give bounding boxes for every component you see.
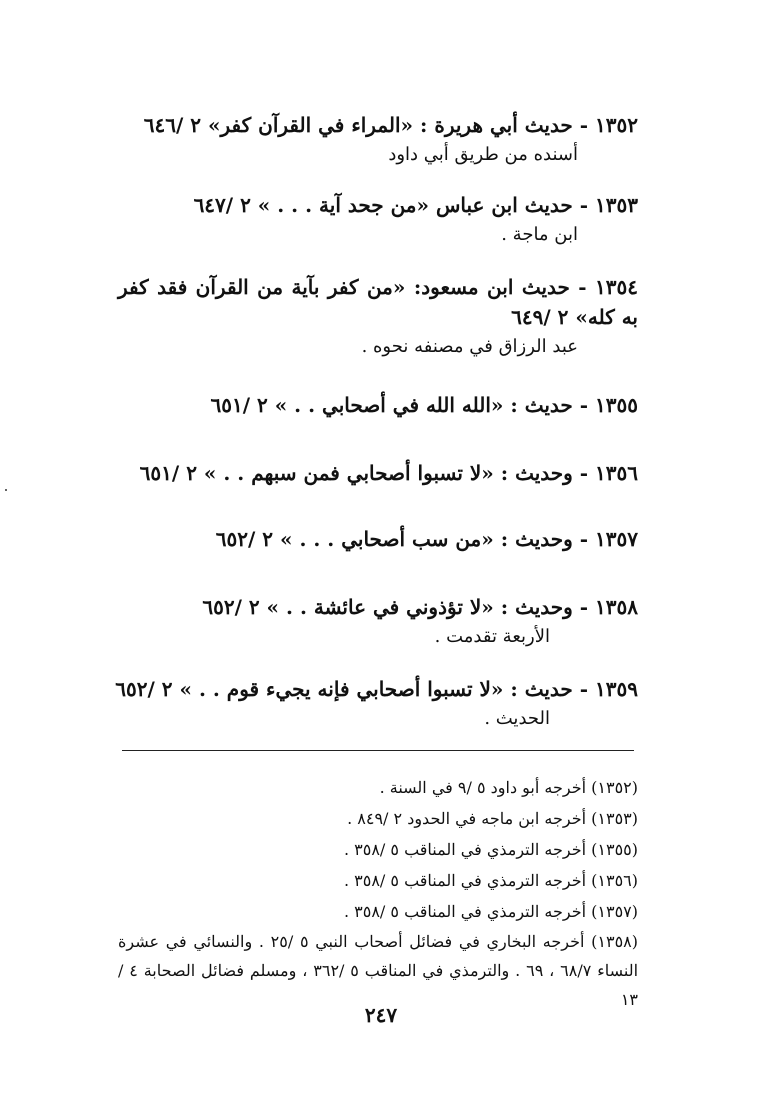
entry-heading	[118, 524, 638, 554]
entry-1358	[118, 592, 638, 652]
entry-text: - حديث : «لا تسبوا أصحابي فإنه يجيء قوم . . » ٢ /٦٥٢	[115, 677, 589, 701]
entry-heading	[118, 390, 638, 420]
footnote: (١٣٥٢) أخرجه أبو داود ٥ /٩ في السنة .	[379, 778, 638, 797]
entry-text: - وحديث : «لا تؤذوني في عائشة . . » ٢ /٦٥٢	[202, 595, 589, 619]
entry-number: ١٣٥٨	[595, 595, 638, 619]
entry-text: - حديث أبي هريرة : «المراء في القرآن كفر» ٢ /٦٤٦	[143, 113, 589, 137]
entry-heading	[118, 190, 638, 220]
entry-number: ١٣٥٥	[595, 393, 638, 417]
entry-note: أسنده من طريق أبي داود	[388, 144, 578, 165]
entry-1354	[118, 272, 638, 362]
entry-1357	[118, 524, 638, 554]
entry-heading	[118, 458, 638, 488]
footnote: (١٣٥٣) أخرجه ابن ماجه في الحدود ٢ /٨٤٩ .	[347, 809, 638, 828]
entry-note: عبد الرزاق في مصنفه نحوه .	[361, 336, 578, 357]
entry-text: - وحديث : «من سب أصحابي . . . » ٢ /٦٥٢	[215, 527, 589, 551]
page-number: ٢٤٧	[364, 1003, 398, 1027]
entry-heading	[118, 272, 638, 332]
entry-number: ١٣٥٧	[595, 527, 638, 551]
entry-heading	[115, 674, 638, 704]
entry-1356	[118, 458, 638, 488]
entry-note: الحديث .	[484, 708, 550, 729]
footnote: (١٣٥٨) أخرجه البخاري في فضائل أصحاب النبي ٥ /٢٥ . والنسائي في عشرة النساء ٦٨/٧ ، ٦٩ . والترمذي في المناقب ٥ /٣٦٢ ، ومسلم فضائل الصحابة ٤ /١٣	[118, 932, 639, 1009]
entry-number: ١٣٥٦	[595, 461, 638, 485]
entry-note: الأربعة تقدمت .	[434, 626, 550, 647]
entry-number: ١٣٥٢	[595, 113, 638, 137]
entry-note: ابن ماجة .	[501, 224, 578, 245]
entry-text: - وحديث : «لا تسبوا أصحابي فمن سبهم . . » ٢ /٦٥١	[139, 461, 589, 485]
entry-text: - حديث : «الله الله في أصحابي . . » ٢ /٦٥١	[210, 393, 589, 417]
entry-text: - حديث ابن مسعود: «من كفر بآية من القرآن فقد كفر به كله» ٢ /٦٤٩	[118, 275, 638, 329]
margin-mark	[5, 489, 7, 491]
entry-number: ١٣٥٤	[595, 275, 638, 299]
footnote: (١٣٥٧) أخرجه الترمذي في المناقب ٥ /٣٥٨ .	[343, 902, 638, 921]
entry-1353	[118, 190, 638, 250]
footnote-divider	[122, 750, 634, 751]
entry-1352	[118, 110, 638, 170]
entry-1359	[115, 674, 638, 734]
entry-number: ١٣٥٩	[595, 677, 638, 701]
entry-heading	[118, 592, 638, 622]
entry-number: ١٣٥٣	[595, 193, 638, 217]
entry-1355	[118, 390, 638, 420]
entry-heading	[118, 110, 638, 140]
entry-text: - حديث ابن عباس «من جحد آية . . . » ٢ /٦٤٧	[193, 193, 589, 217]
footnotes	[118, 772, 638, 1014]
footnote: (١٣٥٦) أخرجه الترمذي في المناقب ٥ /٣٥٨ .	[343, 871, 638, 890]
footnote: (١٣٥٥) أخرجه الترمذي في المناقب ٥ /٣٥٨ .	[343, 840, 638, 859]
